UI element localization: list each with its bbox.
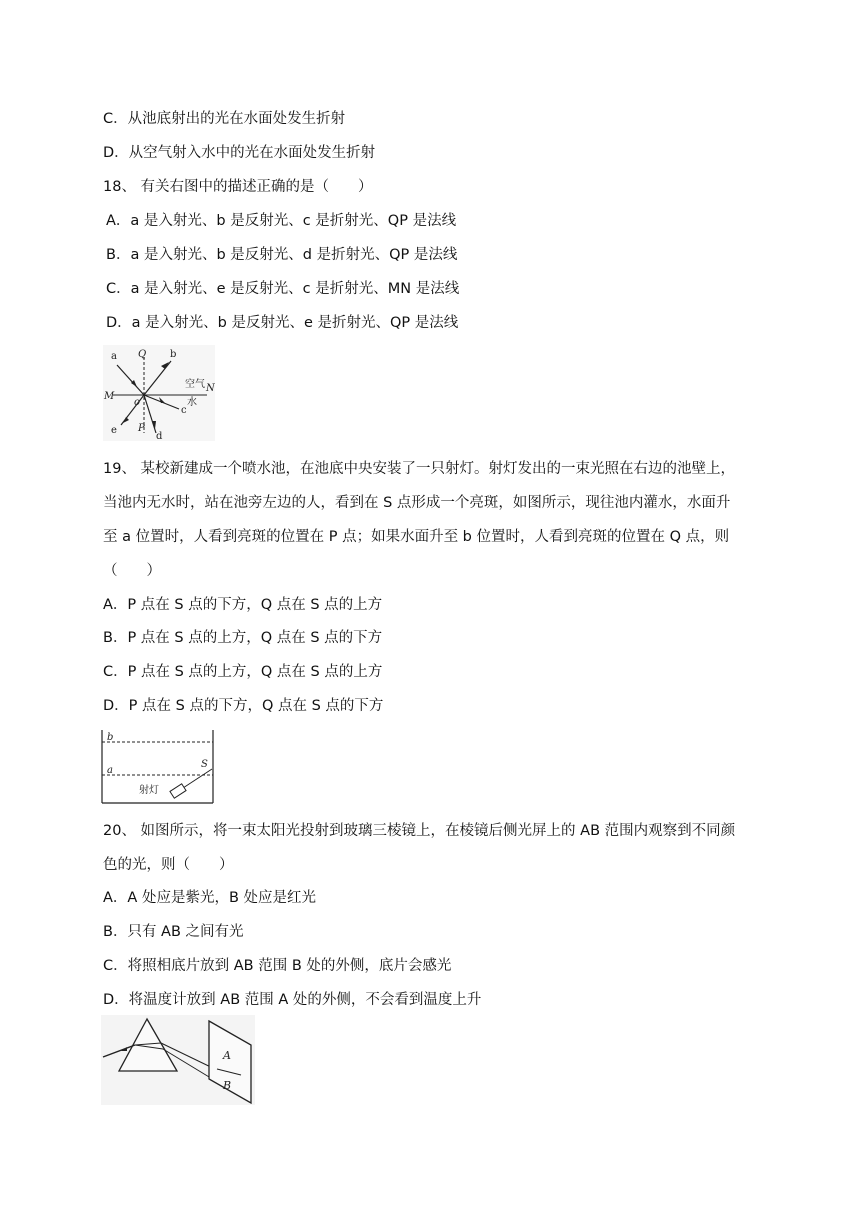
q17-option-c: C．从池底射出的光在水面处发生折射 bbox=[103, 111, 346, 127]
label-lamp: 射灯 bbox=[139, 785, 159, 796]
q19-option-d: D．P 点在 S 点的下方，Q 点在 S 点的下方 bbox=[103, 698, 384, 714]
label-p: P bbox=[138, 423, 145, 434]
label-a: a bbox=[111, 351, 117, 362]
label-q: Q bbox=[138, 349, 147, 360]
label-d: d bbox=[156, 431, 163, 441]
label-b: b bbox=[170, 349, 177, 360]
q20-stem-line1: 20、 如图所示，将一束太阳光投射到玻璃三棱镜上，在棱镜后侧光屏上的 AB 范围内观察到不同颜 bbox=[103, 823, 736, 839]
q19-option-a: A．P 点在 S 点的下方，Q 点在 S 点的上方 bbox=[103, 597, 383, 613]
q19-option-b: B．P 点在 S 点的上方，Q 点在 S 点的下方 bbox=[103, 630, 383, 646]
label-air: 空气 bbox=[185, 379, 205, 390]
light-beam bbox=[183, 769, 212, 788]
label-level-a: a bbox=[107, 765, 113, 776]
q20-option-d: D．将温度计放到 AB 范围 A 处的外侧，不会看到温度上升 bbox=[103, 992, 482, 1008]
q18-option-d: D．a 是入射光、b 是反射光、e 是折射光、QP 是法线 bbox=[106, 315, 459, 331]
label-e: e bbox=[111, 425, 117, 436]
q17-option-d: D．从空气射入水中的光在水面处发生折射 bbox=[103, 145, 376, 161]
q19-stem-line2: 当池内无水时，站在池旁左边的人，看到在 S 点形成一个亮斑，如图所示，现往池内灌水，水面升 bbox=[103, 495, 731, 511]
label-o: o bbox=[134, 397, 141, 408]
q18-option-c: C．a 是入射光、e 是反射光、c 是折射光、MN 是法线 bbox=[106, 281, 460, 297]
q20-figure bbox=[101, 1015, 255, 1105]
q19-stem-line1: 19、 某校新建成一个喷水池，在池底中央安装了一只射灯。射灯发出的一束光照在右边的池壁上， bbox=[103, 461, 736, 477]
label-s: S bbox=[201, 759, 208, 770]
q19-stem-line3: 至 a 位置时，人看到亮斑的位置在 P 点；如果水面升至 b 位置时，人看到亮斑的位置在 Q 点，则 bbox=[103, 529, 730, 545]
label-c: c bbox=[181, 405, 187, 416]
q18-figure bbox=[103, 345, 215, 441]
q18-stem: 18、 有关右图中的描述正确的是（ ） bbox=[103, 179, 373, 195]
q18-option-b: B．a 是入射光、b 是反射光、d 是折射光、QP 是法线 bbox=[106, 247, 458, 263]
label-n: N bbox=[206, 383, 215, 394]
q20-option-a: A．A 处应是紫光，B 处应是红光 bbox=[103, 890, 317, 906]
q20-option-c: C．将照相底片放到 AB 范围 B 处的外侧，底片会感光 bbox=[103, 958, 452, 974]
q19-option-c: C．P 点在 S 点的上方，Q 点在 S 点的上方 bbox=[103, 664, 383, 680]
label-m: M bbox=[104, 391, 115, 402]
q19-figure bbox=[101, 730, 217, 805]
spotlight bbox=[170, 784, 186, 798]
q19-stem-line4: （ ） bbox=[103, 563, 161, 579]
label-b-screen: B bbox=[223, 1079, 232, 1092]
label-water: 水 bbox=[187, 397, 197, 408]
q18-option-a: A．a 是入射光、b 是反射光、c 是折射光、QP 是法线 bbox=[106, 213, 457, 229]
label-a-screen: A bbox=[223, 1049, 231, 1062]
q20-stem-line2: 色的光，则（ ） bbox=[103, 857, 234, 873]
label-level-b: b bbox=[107, 732, 114, 743]
q20-option-b: B．只有 AB 之间有光 bbox=[103, 924, 244, 940]
